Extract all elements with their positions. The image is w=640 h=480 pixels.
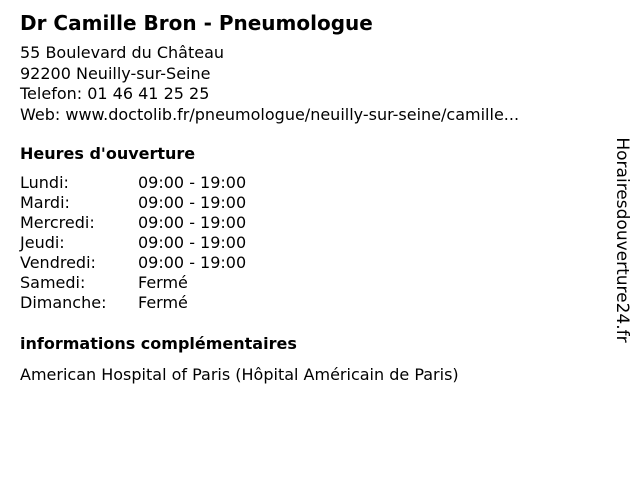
additional-info-text: American Hospital of Paris (Hôpital Américain de Paris) (20, 365, 459, 384)
site-watermark: Horairesdouverture24.fr (612, 137, 632, 343)
hours-day: Mercredi: (20, 213, 95, 232)
opening-hours-table (20, 173, 246, 313)
address-city: 92200 Neuilly-sur-Seine (20, 63, 211, 83)
hours-time: 09:00 - 19:00 (138, 173, 247, 192)
hours-row-tuesday (20, 193, 246, 213)
contact-block (20, 43, 519, 125)
opening-hours-heading: Heures d'ouverture (20, 144, 196, 163)
hours-day: Jeudi: (20, 233, 65, 252)
hours-day: Vendredi: (20, 253, 96, 272)
hours-time: 09:00 - 19:00 (138, 213, 247, 232)
hours-day: Lundi: (20, 173, 69, 192)
additional-info-heading: informations complémentaires (20, 334, 297, 353)
hours-row-thursday (20, 233, 246, 253)
hours-day: Samedi: (20, 273, 86, 292)
hours-time: 09:00 - 19:00 (138, 193, 247, 212)
hours-day: Dimanche: (20, 293, 107, 312)
hours-time: 09:00 - 19:00 (138, 253, 247, 272)
hours-day: Mardi: (20, 193, 70, 212)
hours-row-sunday (20, 293, 246, 313)
hours-time: 09:00 - 19:00 (138, 233, 247, 252)
address-street: 55 Boulevard du Château (20, 43, 225, 62)
hours-row-monday (20, 173, 246, 193)
hours-row-wednesday (20, 213, 246, 233)
phone-number: Telefon: 01 46 41 25 25 (20, 84, 210, 103)
website-link[interactable]: Web: www.doctolib.fr/pneumologue/neuilly-sur-seine/camille... (20, 104, 520, 124)
page-title: Dr Camille Bron - Pneumologue (20, 11, 373, 35)
hours-row-friday (20, 253, 246, 273)
hours-time: Fermé (138, 273, 188, 292)
hours-time: Fermé (138, 293, 188, 312)
hours-row-saturday (20, 273, 246, 293)
